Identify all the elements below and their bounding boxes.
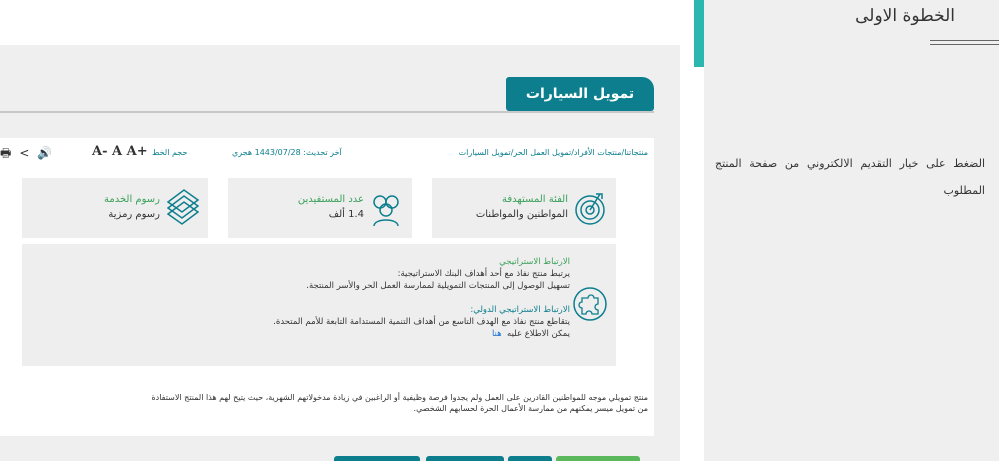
more-info-link[interactable]: هنا	[491, 329, 502, 339]
intl-strategy-line: يتقاطع منتج نفاذ مع الهدف التاسع من أهداف التنمية المستدامة التابعة للأمم المتحدة.	[273, 317, 570, 327]
service-fees-card	[22, 178, 208, 238]
strategy-heading: الارتباط الاستراتيجي	[499, 257, 570, 267]
print-icon[interactable]: 🖶	[0, 146, 12, 160]
product-description	[0, 392, 648, 414]
page-title: تمويل السيارات	[506, 77, 654, 111]
target-group-card	[432, 178, 616, 238]
breadcrumb[interactable]: منتجاتنا/منتجات الأفراد/تمويل العمل الحر/تمويل السيارات	[458, 148, 648, 157]
title-divider	[0, 111, 654, 113]
strategic-text	[50, 256, 570, 340]
page-tools	[0, 144, 60, 165]
step-instruction: الضغط على خيار التقديم الالكتروني من صفحة المنتج المطلوب	[715, 157, 985, 197]
card-label: عدد المستفيدين	[297, 194, 364, 205]
card-value: المواطنين والمواطنات	[475, 209, 568, 220]
title-underline	[930, 40, 999, 41]
last-updated: آخر تحديث: 1443/07/28 هجري	[232, 148, 342, 157]
puzzle-icon	[572, 284, 608, 324]
step-accent-bar	[694, 0, 704, 67]
description-line: منتج تمويلي موجه للمواطنين القادرين على العمل ولم يجدوا فرصة وظيفية أو الراغبين في زيادة مدخولاتهم الشهرية، حيث يتيح لهم هذا المنتج الاستفادة	[151, 393, 648, 402]
action-button[interactable]	[334, 456, 420, 461]
target-icon	[572, 188, 608, 228]
action-button[interactable]	[426, 456, 504, 461]
people-icon	[368, 188, 404, 228]
font-size-label: حجم الخط	[152, 148, 188, 157]
title-underline	[930, 44, 999, 45]
intl-strategy-heading: الارتباط الاستراتيجي الدولي:	[470, 305, 570, 315]
action-button[interactable]	[508, 456, 552, 461]
card-label: الفئة المستهدفة	[502, 194, 568, 205]
step-title: الخطوة الاولى	[855, 6, 955, 26]
strategy-line: يرتبط منتج نفاذ مع أحد أهداف البنك الاستراتيجية:	[397, 269, 570, 279]
card-value: 1.4 ألف	[328, 209, 364, 220]
beneficiaries-card	[228, 178, 412, 238]
more-info-line	[50, 328, 570, 340]
speaker-icon[interactable]: 🔊	[37, 146, 53, 160]
instruction-sidebar	[704, 0, 999, 461]
product-panel	[0, 138, 654, 436]
card-label: رسوم الخدمة	[104, 194, 160, 205]
apply-online-button[interactable]	[556, 456, 640, 461]
strategy-line: تسهيل الوصول إلى المنتجات التمويلية لممارسة العمل الحر والأسر المنتجة.	[306, 281, 570, 291]
more-info-text: يمكن الاطلاع عليه	[507, 329, 570, 339]
share-icon[interactable]: <	[19, 146, 30, 160]
cash-icon	[164, 188, 200, 228]
strategic-alignment-box	[22, 244, 616, 366]
card-value: رسوم رمزية	[108, 209, 160, 220]
font-size-controls[interactable]: A- A A+	[92, 144, 148, 159]
description-line: من تمويل ميسر يمكنهم من ممارسة الأعمال الحرة لحسابهم الشخصي.	[413, 404, 648, 413]
